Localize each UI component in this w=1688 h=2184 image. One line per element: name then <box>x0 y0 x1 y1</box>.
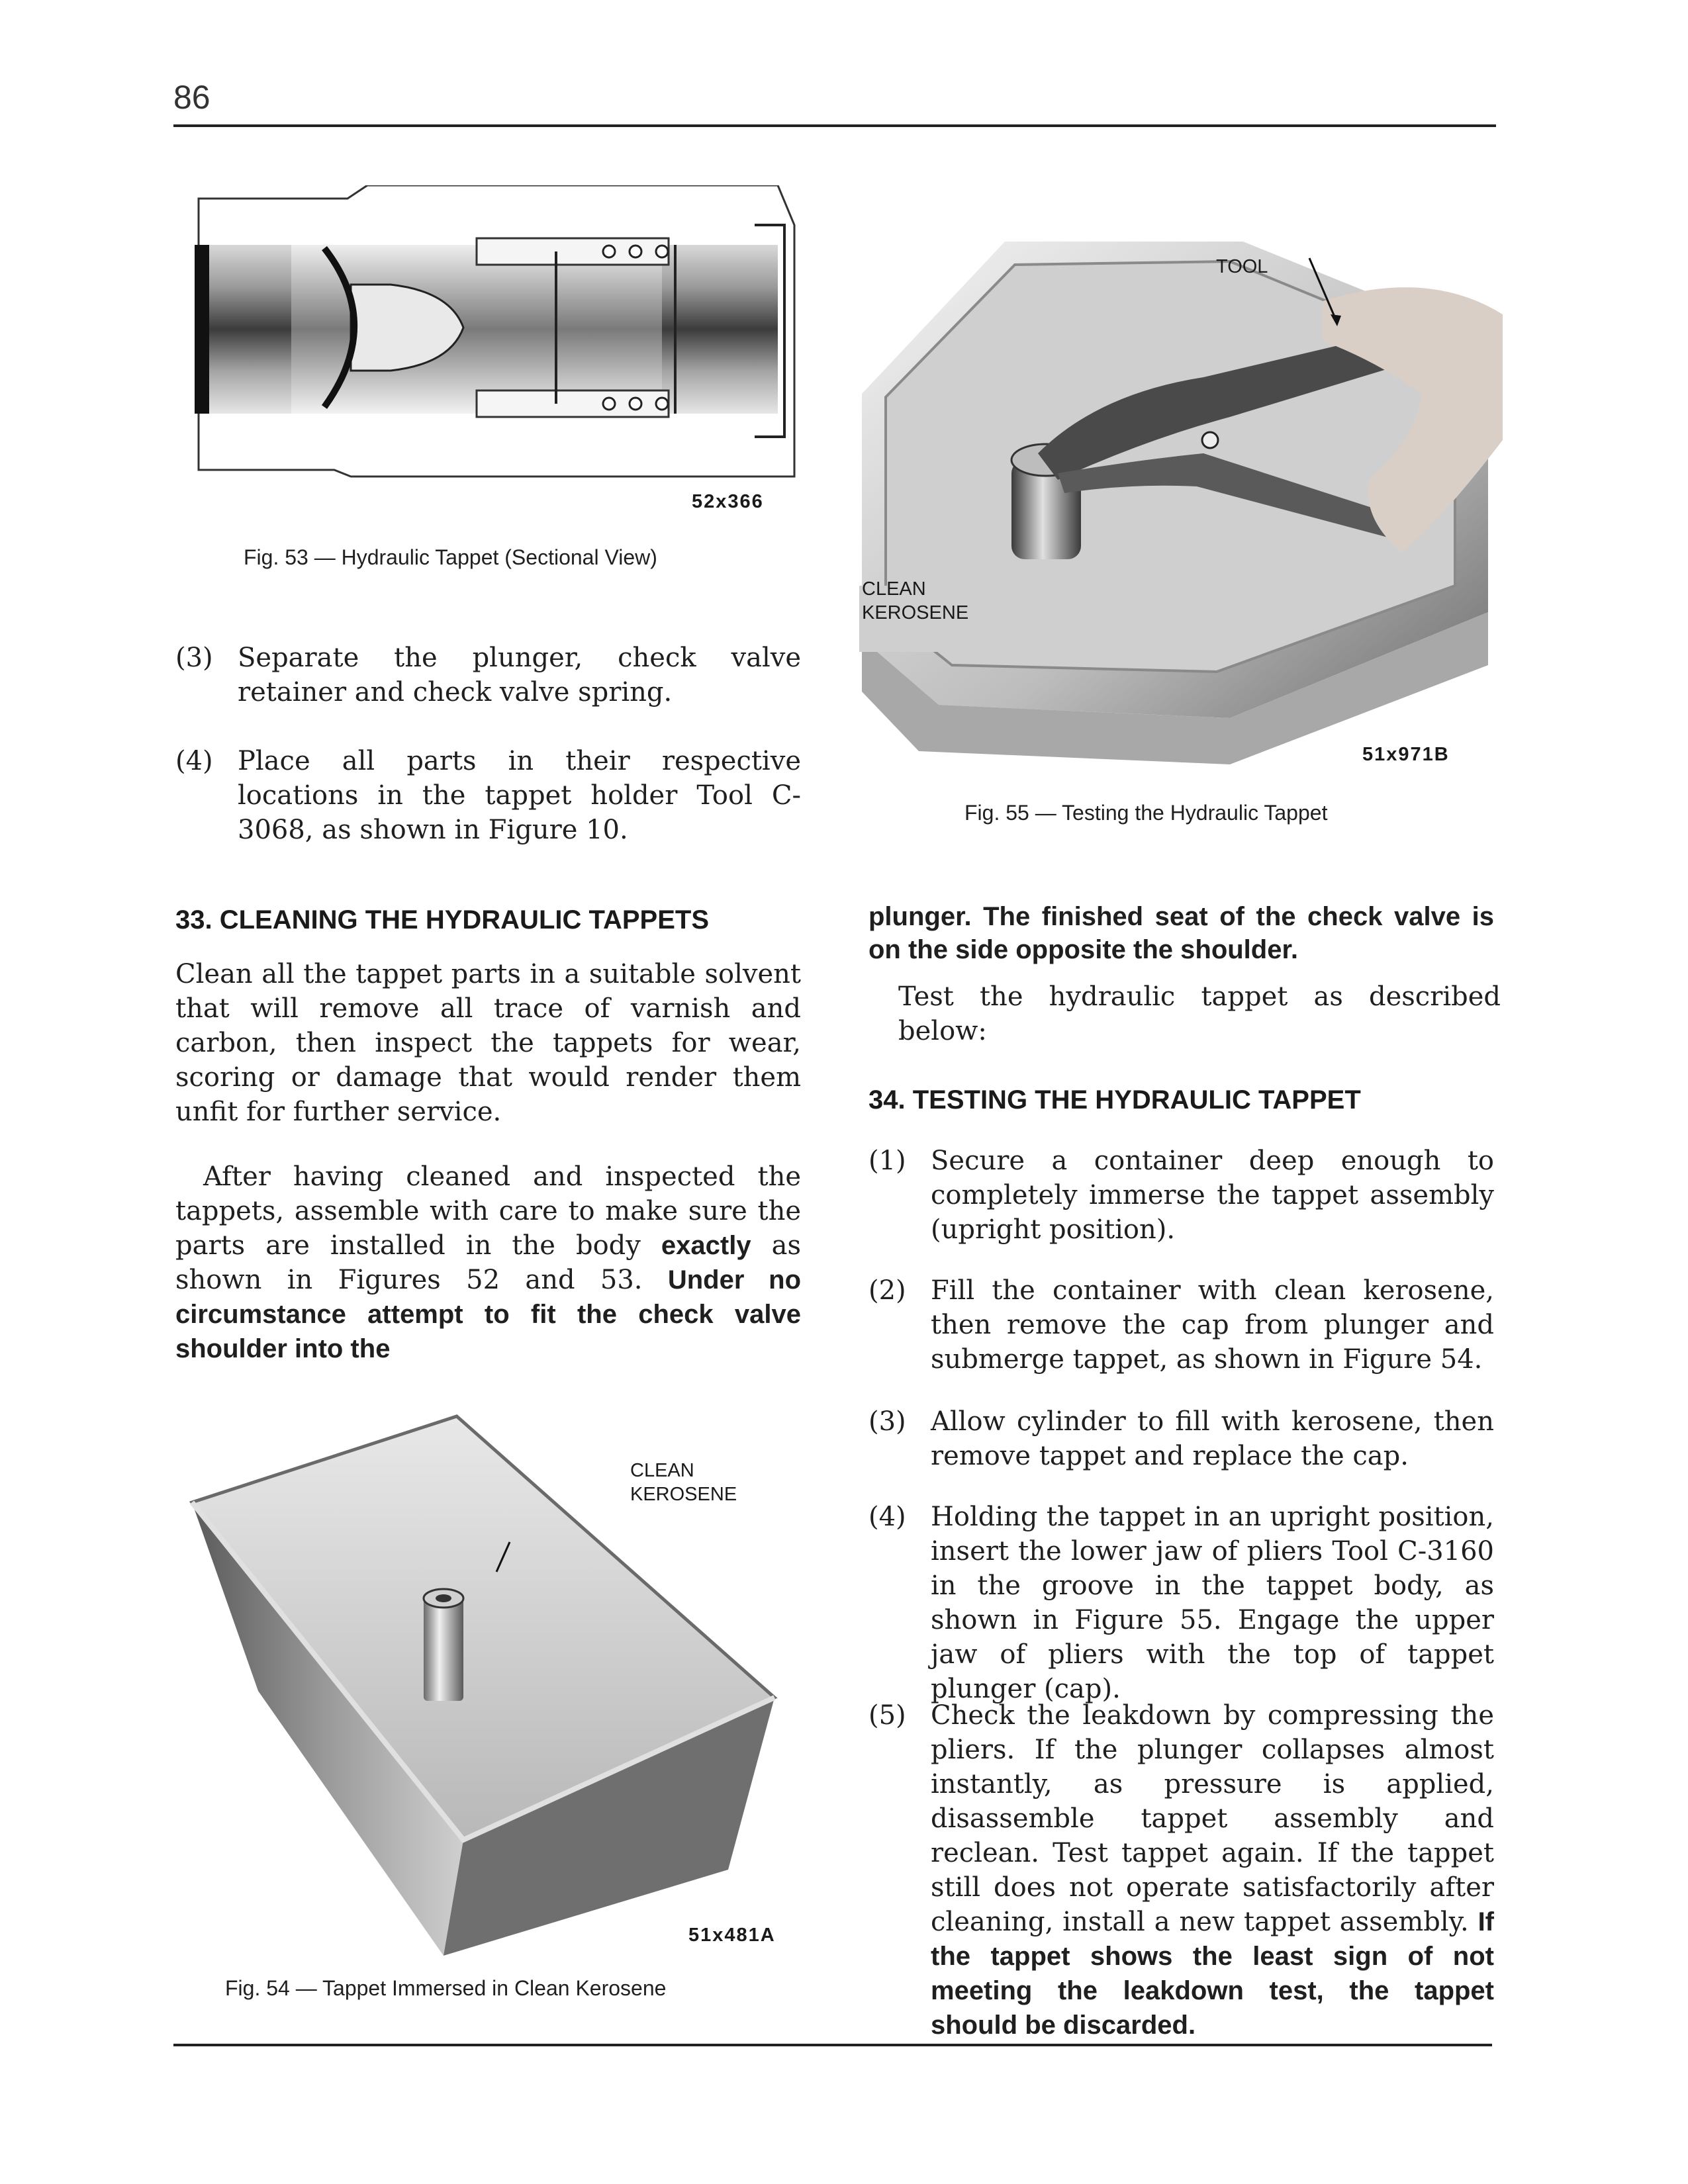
plunger-continuation <box>868 900 1494 966</box>
step-text: Separate the plunger, check valve retainer and check valve spring. <box>238 643 801 707</box>
step-number: (3) <box>175 643 213 673</box>
fig53-tappet-section-image <box>185 185 808 486</box>
fig53-caption: Fig. 53 — Hydraulic Tappet (Sectional View) <box>244 545 657 569</box>
para2-text-a: After having cleaned and inspected the tappets, assemble with care to make sure the parts are installed in the body <box>175 1161 801 1261</box>
fig55-kerosene-label-2: KEROSENE <box>862 602 969 623</box>
section-34-step-3 <box>868 1404 1494 1473</box>
section-34-step-4 <box>868 1500 1494 1706</box>
test-intro: Test the hydraulic tappet as described below: <box>898 981 1501 1046</box>
para2-bold-warning: Under no circumstance attempt to fit the check valve shoulder into the <box>175 1265 801 1363</box>
section-34-step-1 <box>868 1144 1494 1247</box>
fig54-code: 51x481A <box>688 1925 776 1946</box>
section-33-paragraph-2 <box>175 1160 801 1366</box>
fig53-code: 52x366 <box>692 491 764 512</box>
left-step-4 <box>175 744 801 847</box>
step-number: (3) <box>868 1406 906 1437</box>
plunger-continuation-bold: plunger. The finished seat of the check valve is on the side opposite the shoulder. <box>868 902 1494 964</box>
step-number: (4) <box>868 1502 906 1532</box>
section-34-step-5 <box>868 1698 1494 2042</box>
para2-text-b: as shown in Figures 52 and 53. <box>175 1230 801 1295</box>
section-33-heading: 33. CLEANING THE HYDRAULIC TAPPETS <box>175 905 709 934</box>
step-5-text: Check the leakdown by compressing the pliers. If the plunger collapses almost instantly, as pressure is applied, disassemble tappet assembly and reclean. Test tappet again. If the tappet still does not operate satisfactorily after cleaning, install a new tappet assembly. <box>931 1700 1494 1937</box>
step-5-bold-warning: If the tappet shows the least sign of not meeting the leakdown test, the tappet should be discarded. <box>931 1907 1494 2040</box>
header-rule <box>173 124 1496 127</box>
step-text: Place all parts in their respective locations in the tappet holder Tool C-3068, as shown in Figure 10. <box>238 746 801 845</box>
section-33-paragraph-1: Clean all the tappet parts in a suitable solvent that will remove all trace of varnish and carbon, then inspect the tappets for wear, scoring or damage that would render them unfit for further service. <box>175 959 801 1127</box>
step-number: (1) <box>868 1146 906 1176</box>
footer-rule <box>173 2044 1492 2046</box>
fig55-kerosene-label-1: CLEAN <box>862 578 926 600</box>
para2-bold-exactly: exactly <box>661 1231 751 1260</box>
step-number: (2) <box>868 1275 906 1306</box>
left-step-3 <box>175 641 801 709</box>
fig55-code: 51x971B <box>1362 744 1450 765</box>
fig54-kerosene-label-2: KEROSENE <box>630 1484 737 1505</box>
step-text: Fill the container with clean kerosene, then remove the cap from plunger and submerge tappet, as shown in Figure 54. <box>931 1275 1494 1375</box>
section-34-heading: 34. TESTING THE HYDRAULIC TAPPET <box>868 1085 1361 1115</box>
fig55-caption: Fig. 55 — Testing the Hydraulic Tappet <box>964 801 1328 825</box>
step-text: Allow cylinder to fill with kerosene, then remove tappet and replace the cap. <box>931 1406 1494 1471</box>
fig55-pliers-test-image <box>859 242 1503 764</box>
page-number: 86 <box>173 79 211 116</box>
step-text: Holding the tappet in an upright position, insert the lower jaw of pliers Tool C-3160 in the groove in the tappet body, as shown in Figure 55. Engage the upper jaw of pliers with the top of tappet plunger (cap). <box>931 1502 1494 1704</box>
fig54-caption: Fig. 54 — Tappet Immersed in Clean Kerosene <box>225 1976 667 2000</box>
step-number: (5) <box>868 1700 906 1731</box>
fig55-tool-label: TOOL <box>1216 256 1268 277</box>
section-34-step-2 <box>868 1273 1494 1377</box>
step-text <box>931 1698 1494 2042</box>
fig54-kerosene-label-1: CLEAN <box>630 1460 694 1481</box>
step-number: (4) <box>175 746 213 776</box>
step-text: Secure a container deep enough to completely immerse the tappet assembly (upright position). <box>931 1146 1494 1245</box>
